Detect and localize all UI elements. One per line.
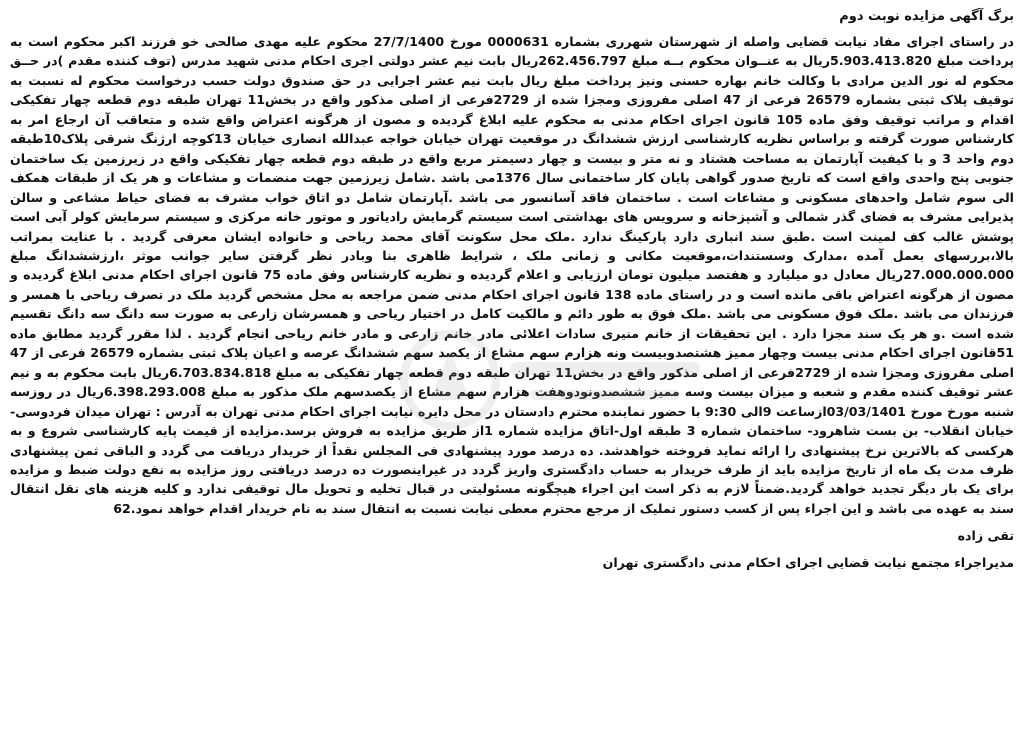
notice-body: در راستای اجرای مفاد نیابت قضایی واصله از شهرستان شهرری بشماره 0000631 مورخ 27/7/1400 محکوم علیه مهدی صالحی خو فرزند اکبر محکوم است به پرداخت مبلغ 5.903.413.820ریال به عنــوان محکوم بــه مبلغ 262.456.797ریال بابت نیم عشر دولتی اجری احکام مدنی شهید مدرس (توف کننده مقدم )در حــق محکوم له نور الدین مرادی با وکالت خانم بهاره حسنی ونیز پرداخت مبلغ ریال بابت نیم عشر اجرایی در حق صندوق دولت حسب درخواست محکوم له نسبت به توقیف پلاک ثبتی بشماره 26579 فرعی از 47 اصلی مفروزی ومجزا شده از 2729فرعی از اصلی مذکور واقع در بخش11 تهران طبقه دوم قطعه چهار تفکیکی اقدام و مراتب توقیف وفق ماده 105 قانون اجرای احکام مدنی به محکوم علیه ابلاغ گردیده و مصون از هرگونه اعتراض واقع شده و متعاقب آن ارجاع امر به کارشناس صورت گرفته و براساس نظریه کارشناسی ارزش ششدانگ در موقعیت تهران خیابان خواجه عبدالله انصاری خیابان 13کوچه ارژنگ شرقی پلاک10طبقه دوم واحد 3 و با کیفیت آپارتمان به مساحت هشتاد و نه متر و بیست و چهار دسیمتر مربع واقع در طبقه دوم قطعه چهار تفکیکی واقع در زیرزمین یک ساختمان جنوبی پنج واحدی واقع است که تاریخ صدور گواهی پایان کار ساختمانی سال 1376می باشد .شامل زیرزمین جهت منضمات و مشاعات و هر یک از طبقات همکف الی سوم شامل واحدهای مسکونی و مشاعات است . ساختمان فاقد آسانسور می باشد .آپارتمان شامل دو اتاق خواب مشرف به فضای حیاط مشاعی و سالن پذیرایی مشرف به فضای گذر شمالی و آشپزخانه و سرویس های بهداشتی است سیستم گرمایش رادیاتور و موتور خانه مرکزی و سیستم سرمایش کولر آبی است پوشش غالب کف لمینت است .طبق سند انباری دارد پارکینگ ندارد .ملک محل سکونت آقای محمد ریاحی و خانواده ایشان معرفی گردید . با عنایت بمراتب بالا،بررسهای بعمل آمده ،مدارک وسستندات،موقعیت مکانی و زمانی ملک ، شرایط ظاهری بنا وبادر نظر گرفتن سایر جوانب موثر ،ارزششدانگ مبلغ 27.000.000.000ریال معادل دو میلیارد و هفتصد میلیون تومان ارزیابی و اعلام گردیده و نظریه کارشناس وفق ماده 75 قانون اجرای احکام مدنی ابلاغ گردیده و مصون از هرگونه اعتراض باقی مانده است و در راستای ماده 138 قانون اجرای احکام مدنی ضمن مراجعه به محل مشخص گردید ملک در تصرف ریاحی با همسر و فرزندان می باشد .ملک فوق مسکونی می باشد .ملک فوق به طور دائم و مالکیت کامل در اختیار ریاحی و همسرشان زارعی به صورت سه دانگ سه دانگ تقسیم شده است .و هر یک سند مجزا دارد . این تحقیقات از خانم منیری سادات اعلائی مادر خانم زارعی و مادر خانم ریاحی انجام گردید . لذا مقرر گردید مطابق ماده 51قانون اجرای احکام مدنی بیست وچهار ممیز هشتصدوبیست ونه هزارم سهم مشاع از یکصد سهم ششدانگ عرصه و اعیان پلاک ثبتی بشماره 26579 فرعی از 47 اصلی مفروزی ومجزا شده از 2729فرعی از اصلی مذکور واقع در بخش11 تهران طبقه دوم قطعه چهار تفکیکی به مبلغ 6.703.834.818ریال بابت محکوم به و نیم عشر توقیف کننده مقدم و شعبه و میزان بیست وسه ممیز ششصدونودوهفت هزارم سهم مشاع از یکصدسهم ملک مذکور به مبلغ 6.398.293.008ریال در روزسه شنبه مورخ مورخ 03/03/1401ازساعت 9الی 9:30 با حضور نماینده محترم دادستان در محل دایره نیابت اجرای احکام مدنی تهران به آدرس : تهران میدان فردوسی- خیابان انقلاب- بن بست شاهرود- ساختمان شماره 3 طبقه اول-اتاق مزایده شماره 1از طریق مزایده به فروش برسد.مزایده از قیمت پایه کارشناسی شروع و به هرکسی که بالاترین نرخ پیشنهادی را ارائه نماید فروخته خواهدشد. ده درصد مورد پیشنهادی فی المجلس نقداً از خریدار دریافت می گردد و الباقی ثمن پیشنهادی ظرف مدت یک ماه از تاریخ مزایده باید از طرف خریدار به حساب دادگستری واریز گردد در غیراینصورت ده درصد دریافتی روز مزایده به نفع دولت ضبط و مزایده برای یک بار دیگر تجدید خواهد گردید.ضمناً لازم به ذکر است این اجراء هیچگونه مسئولیتی در قبال تخلیه و تحویل مال توقیفی ندارد و کلیه هزینه های نقل انتقال سند به عهده می باشد و این اجراء پس از کسب دستور تملیک از مرجع محترم معطی نیابت نسبت به انتقال سند به نام خریدار اقدام خواهد نمود.62 xyxy=(10,34,1015,516)
notice-title: برگ آگهی مزایده نوبت دوم xyxy=(839,9,1014,24)
signer-name: تقی زاده xyxy=(957,528,1014,544)
signer-title: مدیراجراء مجتمع نیابت قضایی اجرای احکام مدنی دادگستری تهران xyxy=(602,555,1014,571)
